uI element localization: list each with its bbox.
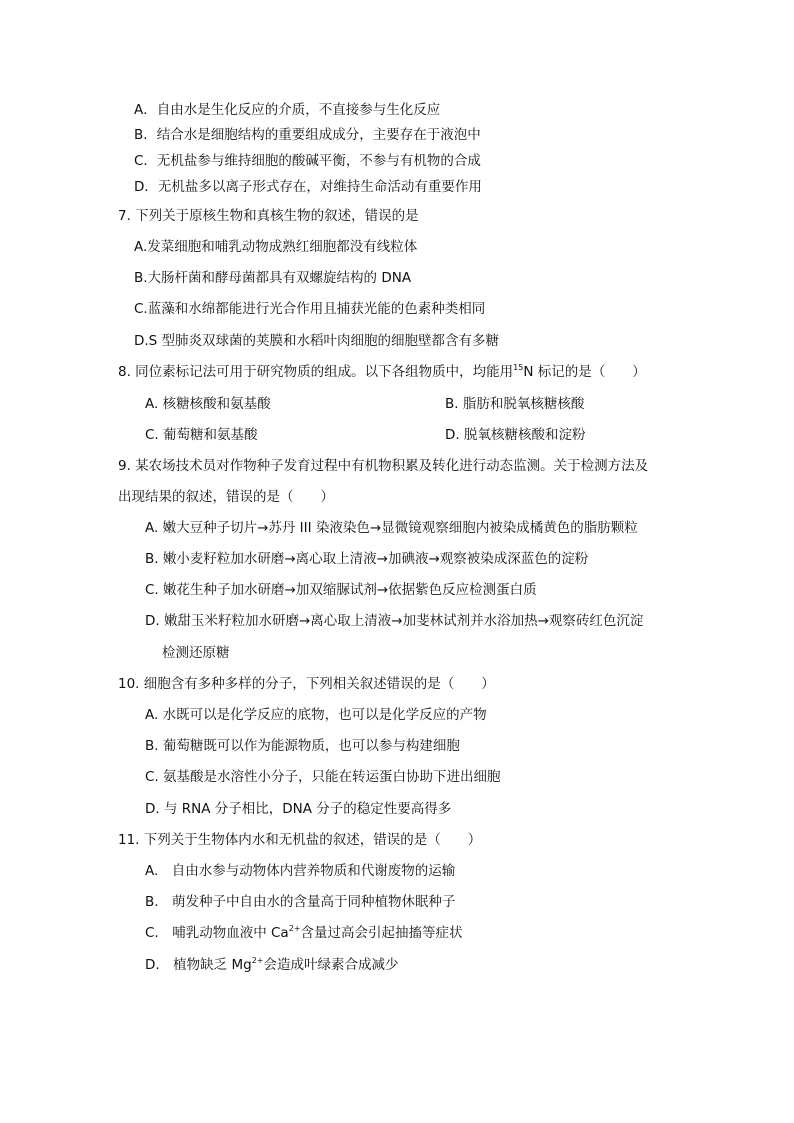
q8-stem-end: N 标记的是（ ） <box>523 364 646 380</box>
q9-option-a: A. 嫩大豆种子切片→苏丹 III 染液染色→显微镜观察细胞内被染成橘黄色的脂肪颗粒 <box>145 520 638 536</box>
q11-option-b: B. 萌发种子中自由水的含量高于同种植物休眠种子 <box>145 894 456 910</box>
q10-option-a: A. 水既可以是化学反应的底物，也可以是化学反应的产物 <box>145 707 487 723</box>
q9-option-c: C. 嫩花生种子加水研磨→加双缩脲试剂→依据紫色反应检测蛋白质 <box>145 582 537 598</box>
q7-option-c: C.蓝藻和水绵都能进行光合作用且捕获光能的色素种类相同 <box>134 301 486 317</box>
q9-stem-line2: 出现结果的叙述，错误的是（ ） <box>118 489 334 505</box>
q11-option-a: A. 自由水参与动物体内营养物质和代谢废物的运输 <box>145 863 456 879</box>
q10-option-d: D. 与 RNA 分子相比，DNA 分子的稳定性要高得多 <box>145 801 452 817</box>
q8-option-a: A. 核糖核酸和氨基酸 <box>145 396 271 412</box>
q8-isotope-mass: 15 <box>513 363 524 372</box>
q9-option-d-continued: 检测还原糖 <box>162 645 230 661</box>
q7-option-b: B.大肠杆菌和酵母菌都具有双螺旋结构的 DNA <box>134 270 412 286</box>
q11-option-d-text: D. 植物缺乏 Mg <box>145 957 252 973</box>
q10-option-b: B. 葡萄糖既可以作为能源物质，也可以参与构建细胞 <box>145 738 460 754</box>
q9-option-d: D. 嫩甜玉米籽粒加水研磨→离心取上清液→加斐林试剂并水浴加热→观察砖红色沉淀 <box>145 613 644 629</box>
q8-option-d: D. 脱氧核糖核酸和淀粉 <box>445 427 586 443</box>
q11-option-d-end: 会造成叶绿素合成减少 <box>263 957 399 973</box>
q7-option-d: D.S 型肺炎双球菌的荚膜和水稻叶肉细胞的细胞壁都含有多糖 <box>134 333 500 349</box>
q10-stem: 10. 细胞含有多种多样的分子，下列相关叙述错误的是（ ） <box>118 676 495 692</box>
q6-option-d: D．无机盐多以离子形式存在，对维持生命活动有重要作用 <box>134 179 482 195</box>
q8-option-c: C. 葡萄糖和氨基酸 <box>145 427 258 443</box>
q8-stem-text: 8. 同位素标记法可用于研究物质的组成。以下各组物质中，均能用 <box>118 364 514 380</box>
q6-option-a: A．自由水是生化反应的介质，不直接参与生化反应 <box>134 102 441 118</box>
q9-option-b: B. 嫩小麦籽粒加水研磨→离心取上清液→加碘液→观察被染成深蓝色的淀粉 <box>145 551 589 567</box>
q10-option-c: C. 氨基酸是水溶性小分子，只能在转运蛋白协助下进出细胞 <box>145 769 501 785</box>
q7-option-a: A.发菜细胞和哺乳动物成熟红细胞都没有线粒体 <box>134 239 418 255</box>
q11-option-d <box>145 955 399 975</box>
q11-option-c-text: C. 哺乳动物血液中 Ca <box>145 925 289 941</box>
q11-option-c-end: 含量过高会引起抽搐等症状 <box>300 925 463 941</box>
q11-magnesium-charge: 2+ <box>251 956 264 965</box>
q11-stem: 11. 下列关于生物体内水和无机盐的叙述，错误的是（ ） <box>118 832 482 848</box>
q11-option-c <box>145 923 463 943</box>
q9-stem-line1: 9. 某农场技术员对作物种子发育过程中有机物积累及转化进行动态监测。关于检测方法及 <box>118 458 649 474</box>
q8-stem <box>118 362 646 382</box>
q8-option-b: B. 脂肪和脱氧核糖核酸 <box>445 396 585 412</box>
q6-option-b: B．结合水是细胞结构的重要组成成分，主要存在于液泡中 <box>134 127 481 143</box>
q11-calcium-charge: 2+ <box>288 924 301 933</box>
q6-option-c: C．无机盐参与维持细胞的酸碱平衡，不参与有机物的合成 <box>134 153 481 169</box>
q7-stem: 7. 下列关于原核生物和真核生物的叙述，错误的是 <box>118 208 419 224</box>
